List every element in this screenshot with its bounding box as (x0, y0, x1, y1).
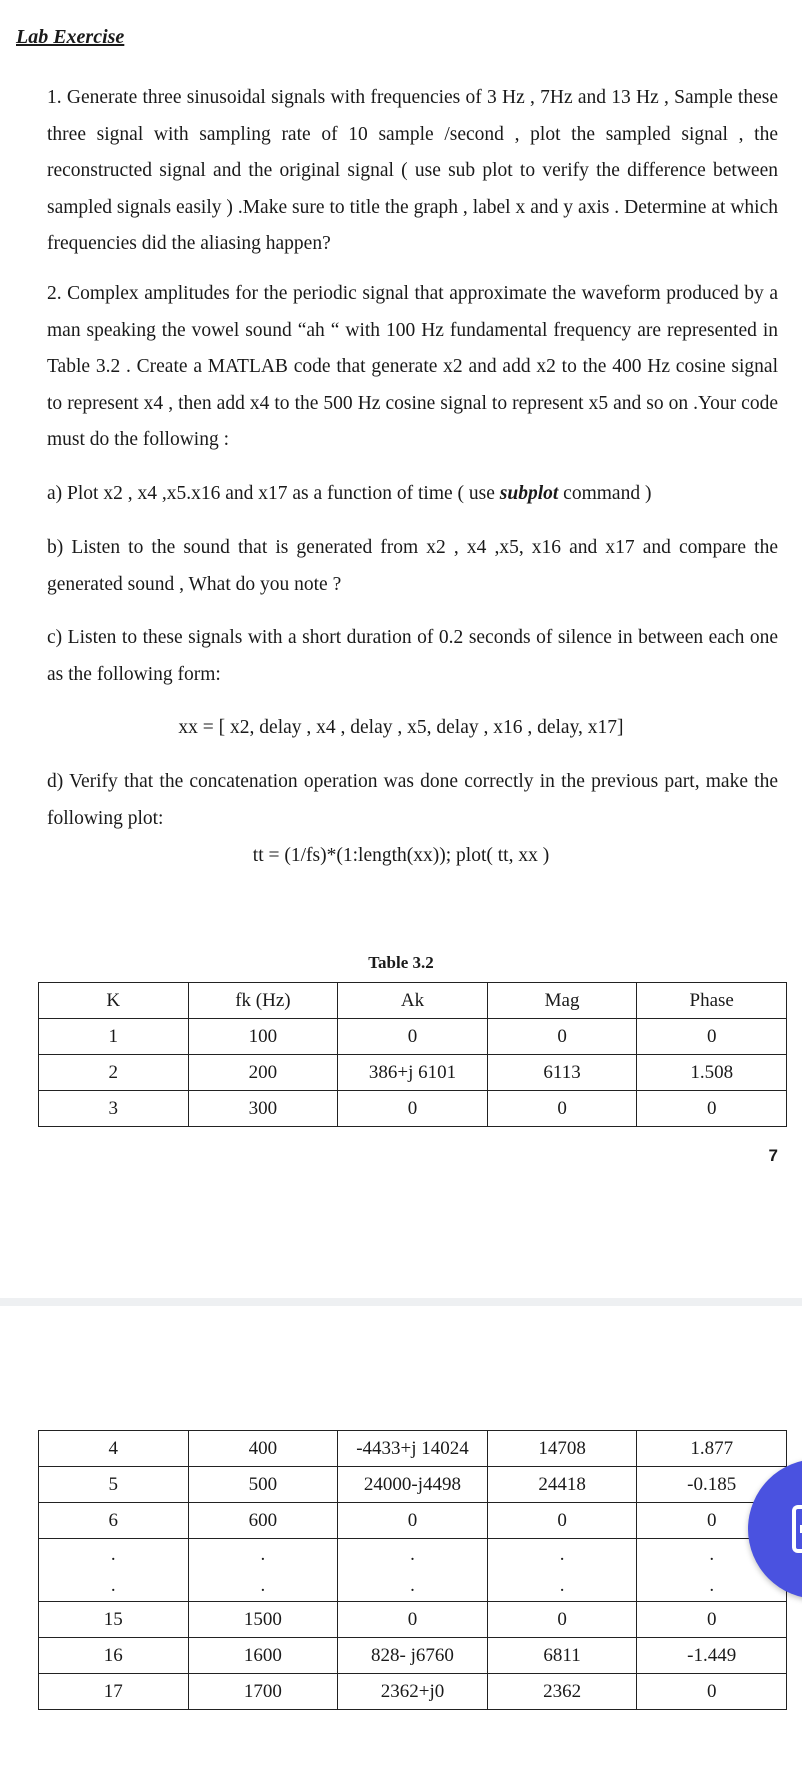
table-cell: 500 (188, 1467, 338, 1503)
table-cell: 2362 (487, 1674, 637, 1710)
table-cell: 2 (39, 1055, 189, 1091)
table-row (39, 1638, 787, 1674)
table-cell: 0 (338, 1091, 488, 1127)
table-row (39, 1091, 787, 1127)
table-row (39, 1570, 787, 1602)
table-cell: 0 (487, 1602, 637, 1638)
table-cell: 1 (39, 1019, 189, 1055)
table-cell: . (487, 1539, 637, 1571)
table-cell: 1.877 (637, 1431, 787, 1467)
table-cell: . (188, 1570, 338, 1602)
table-cell: 600 (188, 1503, 338, 1539)
table-cell: 0 (338, 1503, 488, 1539)
question-2a-bold: subplot (499, 483, 559, 504)
table-cell: 24000-j4498 (338, 1467, 488, 1503)
table-cell: 16 (39, 1638, 189, 1674)
table-row (39, 1431, 787, 1467)
table-row (39, 1019, 787, 1055)
table-cell: -1.449 (637, 1638, 787, 1674)
table-cell: . (338, 1539, 488, 1571)
table-cell: . (188, 1539, 338, 1571)
table-cell: 0 (637, 1091, 787, 1127)
table-cell: -4433+j 14024 (338, 1431, 488, 1467)
table-cell: 828- j6760 (338, 1638, 488, 1674)
table-cell: 14708 (487, 1431, 637, 1467)
table-cell: 0 (487, 1091, 637, 1127)
amplitude-table-part-1 (38, 982, 787, 1127)
table-cell: 0 (338, 1602, 488, 1638)
question-2d: d) Verify that the concatenation operation was done correctly in the previous part, make the following plot: (47, 771, 778, 829)
table-cell: 0 (487, 1503, 637, 1539)
table-cell: 4 (39, 1431, 189, 1467)
table-cell: 6113 (487, 1055, 637, 1091)
header-fk: fk (Hz) (188, 983, 338, 1019)
table-cell: . (39, 1570, 189, 1602)
table-cell: 0 (637, 1503, 787, 1539)
question-2a (47, 476, 778, 513)
table-row (39, 1467, 787, 1503)
table-caption: Table 3.2 (368, 953, 434, 972)
table-cell: . (637, 1539, 787, 1571)
table-cell: 0 (637, 1019, 787, 1055)
table-row (39, 1674, 787, 1710)
header-ak: Ak (338, 983, 488, 1019)
table-cell: 2362+j0 (338, 1674, 488, 1710)
table-cell: . (637, 1570, 787, 1602)
table-cell: 300 (188, 1091, 338, 1127)
table-cell: 24418 (487, 1467, 637, 1503)
table-header-row (39, 983, 787, 1019)
table-cell: 200 (188, 1055, 338, 1091)
table-cell: 1600 (188, 1638, 338, 1674)
page-separator (0, 1298, 802, 1306)
table-row (39, 1055, 787, 1091)
table-cell: 100 (188, 1019, 338, 1055)
table-row (39, 1602, 787, 1638)
table-cell: 0 (637, 1674, 787, 1710)
table-cell: -0.185 (637, 1467, 787, 1503)
table-cell: 386+j 6101 (338, 1055, 488, 1091)
scan-icon (792, 1505, 802, 1553)
table-cell: . (39, 1539, 189, 1571)
question-2: 2. Complex amplitudes for the periodic signal that approximate the waveform produced by a man speaking the vowel sound “ah “ with 100 Hz fundamental frequency are represented in Table 3.2 . Create a MATLAB code that generate x2 and add x2 to the 400 Hz cosine signal to represent x4 , then add x4 to the 500 Hz cosine signal to represent x5 and so on .Your code must do the following : (47, 283, 778, 450)
header-phase: Phase (637, 983, 787, 1019)
table-cell: 3 (39, 1091, 189, 1127)
question-2c: c) Listen to these signals with a short duration of 0.2 seconds of silence in between each one as the following form: (47, 627, 778, 685)
table-cell: 1500 (188, 1602, 338, 1638)
table-cell: 5 (39, 1467, 189, 1503)
table-cell: 0 (637, 1602, 787, 1638)
table-row (39, 1503, 787, 1539)
table-cell: . (338, 1570, 488, 1602)
header-mag: Mag (487, 983, 637, 1019)
page-heading: Lab Exercise (16, 26, 125, 48)
table-row (39, 1539, 787, 1571)
question-2b: b) Listen to the sound that is generated from x2 , x4 ,x5, x16 and x17 and compare the generated sound , What do you note ? (47, 537, 778, 595)
header-k: K (39, 983, 189, 1019)
table-cell: 6 (39, 1503, 189, 1539)
question-2a-text: a) Plot x2 , x4 ,x5.x16 and x17 as a function of time ( use (47, 483, 500, 504)
page-number: 7 (768, 1146, 778, 1165)
table-cell: 15 (39, 1602, 189, 1638)
question-1: 1. Generate three sinusoidal signals with frequencies of 3 Hz , 7Hz and 13 Hz , Sample these three signal with sampling rate of 10 sample /second , plot the sampled signal , the reconstructed signal and the original signal ( use sub plot to verify the difference between sampled signals easily ) .Make sure to title the graph , label x and y axis . Determine at which frequencies did the aliasing happen? (47, 87, 778, 254)
table-cell: 6811 (487, 1638, 637, 1674)
table-cell: 17 (39, 1674, 189, 1710)
question-2c-formula: xx = [ x2, delay , x4 , delay , x5, delay , x16 , delay, x17] (178, 717, 624, 738)
question-2d-formula: tt = (1/fs)*(1:length(xx)); plot( tt, xx ) (252, 845, 550, 866)
table-cell: 0 (487, 1019, 637, 1055)
table-cell: 0 (338, 1019, 488, 1055)
table-cell: 1700 (188, 1674, 338, 1710)
table-cell: 400 (188, 1431, 338, 1467)
table-cell: . (487, 1570, 637, 1602)
amplitude-table-part-2 (38, 1430, 787, 1710)
table-cell: 1.508 (637, 1055, 787, 1091)
question-2a-text-end: command ) (558, 483, 652, 504)
